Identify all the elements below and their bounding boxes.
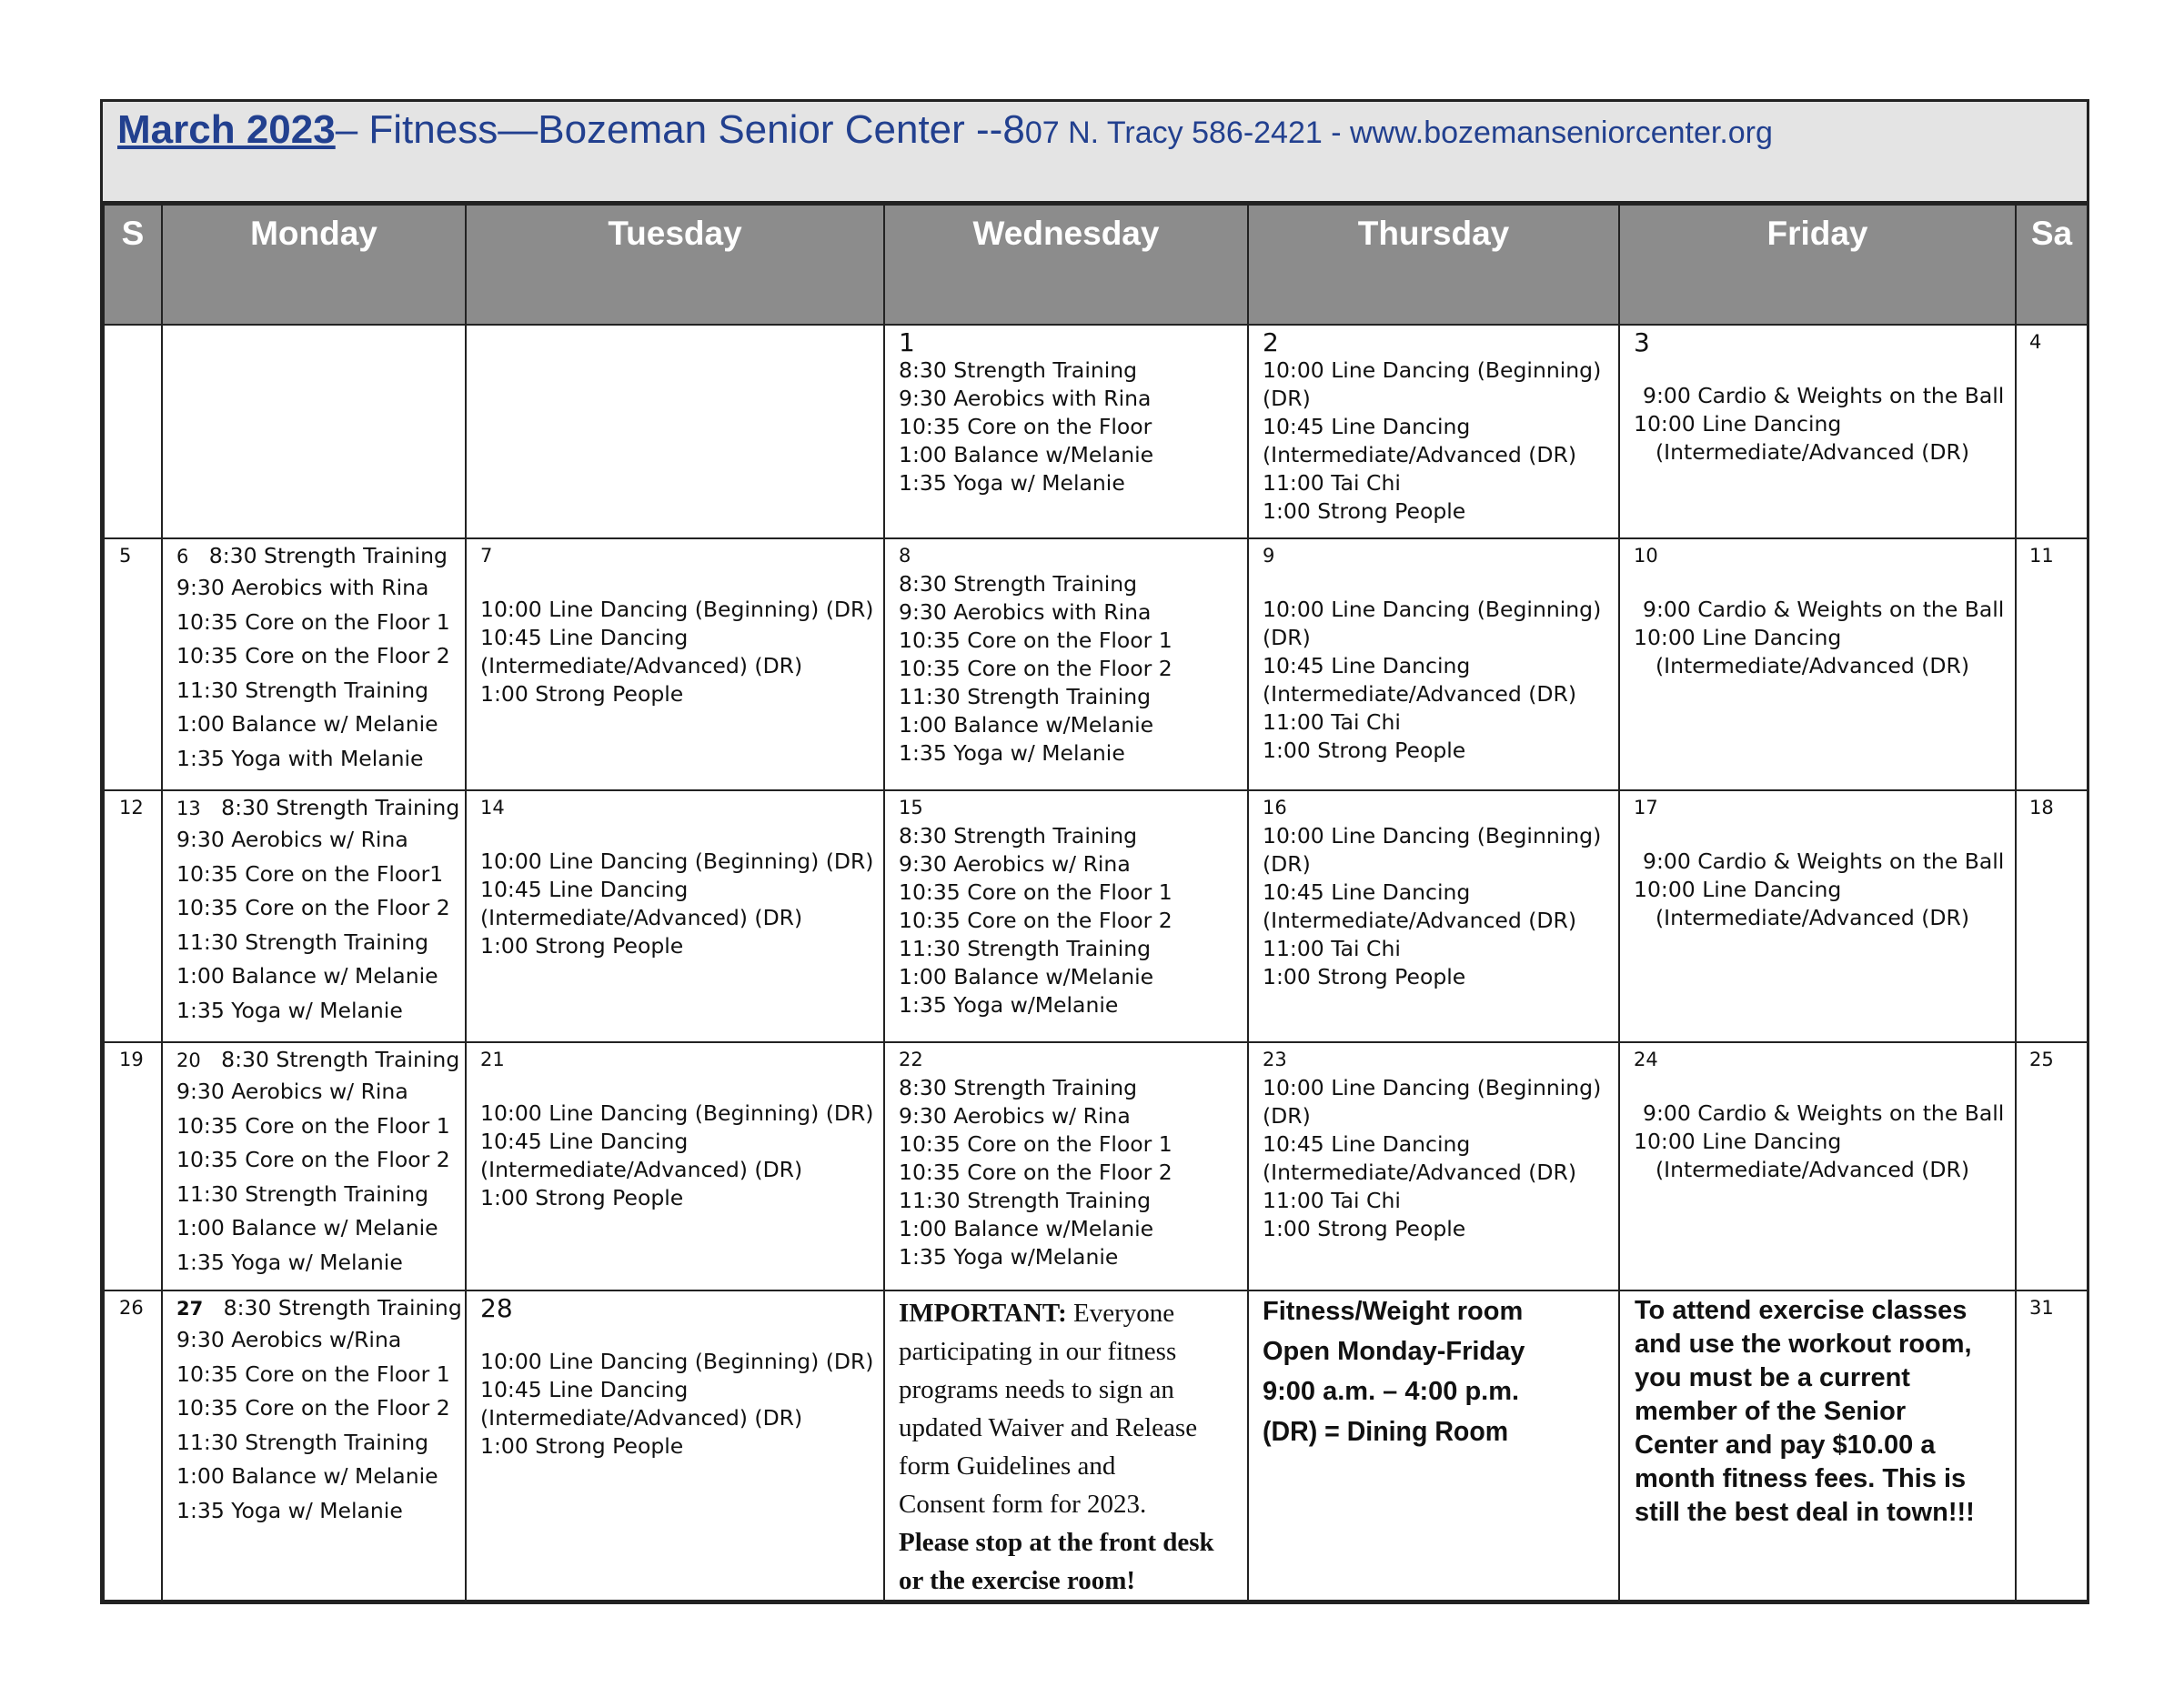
- class-item: 10:35 Core on the Floor 2: [176, 895, 450, 920]
- day-cell-8: [884, 538, 1248, 790]
- class-item: 11:30 Strength Training: [176, 929, 429, 955]
- class-item: 1:35 Yoga w/ Melanie: [899, 740, 1125, 766]
- day-cell-18: [2016, 790, 2088, 1042]
- class-item: 8:30 Strength Training: [221, 1047, 460, 1072]
- class-item: 1:35 Yoga w/ Melanie: [176, 997, 403, 1023]
- class-item: 10:35 Core on the Floor 1: [899, 1131, 1173, 1157]
- day-cell-empty: [466, 325, 884, 538]
- day-cell-21: [466, 1042, 884, 1290]
- class-item: (Intermediate/Advanced (DR): [1263, 681, 1577, 707]
- membership-text: still the best deal in town!!!: [1635, 1498, 1975, 1527]
- day-cell-24: [1619, 1042, 2016, 1290]
- day-cell-12: [104, 790, 162, 1042]
- class-item: 10:35 Core on the Floor 2: [899, 1160, 1173, 1185]
- class-item: 10:35 Core on the Floor 1: [899, 879, 1173, 905]
- notice-text: updated Waiver and Release: [899, 1413, 1198, 1442]
- membership-text: Center and pay $10.00 a: [1635, 1431, 1936, 1460]
- class-item: 1:35 Yoga w/ Melanie: [176, 1249, 403, 1275]
- day-cell-25: [2016, 1042, 2088, 1290]
- class-item: 1:00 Balance w/Melanie: [899, 1216, 1154, 1241]
- day-cell-28: [466, 1290, 884, 1601]
- class-item: 9:00 Cardio & Weights on the Ball: [1643, 383, 2005, 408]
- class-item: 10:00 Line Dancing: [1634, 625, 1842, 650]
- membership-text: and use the workout room,: [1635, 1330, 1972, 1359]
- class-item: 8:30 Strength Training: [208, 543, 448, 568]
- day-cell-16: [1248, 790, 1619, 1042]
- class-item: 1:00 Strong People: [480, 933, 684, 959]
- class-item: 8:30 Strength Training: [899, 823, 1138, 849]
- membership-text: you must be a current: [1635, 1363, 1910, 1392]
- class-item: (Intermediate/Advanced (DR): [1656, 439, 1970, 465]
- class-item: (Intermediate/Advanced (DR): [1656, 1157, 1970, 1182]
- class-item: 10:35 Core on the Floor 2: [899, 656, 1173, 681]
- day-cell-17: [1619, 790, 2016, 1042]
- day-number: 5: [119, 545, 132, 567]
- class-item: 10:00 Line Dancing (Beginning) (DR): [480, 849, 874, 874]
- week-row-2: [104, 538, 2088, 790]
- class-item: 9:30 Aerobics w/ Rina: [176, 1079, 408, 1104]
- class-item: 9:30 Aerobics w/ Rina: [176, 827, 408, 852]
- day-number: 20: [176, 1049, 201, 1071]
- calendar-grid: [103, 204, 2088, 1602]
- notice-text-bold: Please stop at the front desk: [899, 1528, 1214, 1557]
- class-item: 10:00 Line Dancing: [1634, 1129, 1842, 1154]
- notice-text: participating in our fitness: [899, 1337, 1177, 1366]
- header-friday: Friday: [1619, 205, 2016, 325]
- class-item: 10:35 Core on the Floor 2: [899, 908, 1173, 933]
- header-sunday: S: [104, 205, 162, 325]
- day-cell-1: [884, 325, 1248, 538]
- fitness-room-text: Fitness/Weight room: [1263, 1297, 1524, 1326]
- header-tuesday: Tuesday: [466, 205, 884, 325]
- class-item: 1:00 Strong People: [1263, 1216, 1466, 1241]
- class-item: (DR): [1263, 851, 1311, 877]
- class-item: 10:00 Line Dancing (Beginning): [1263, 357, 1602, 383]
- class-item: 9:00 Cardio & Weights on the Ball: [1643, 597, 2005, 622]
- class-item: 9:30 Aerobics w/ Rina: [899, 851, 1131, 877]
- day-cell-7: [466, 538, 884, 790]
- day-cell-13: [162, 790, 466, 1042]
- class-item: 10:35 Core on the Floor: [899, 414, 1152, 439]
- day-cell-empty: [162, 325, 466, 538]
- class-item: 1:00 Strong People: [1263, 964, 1466, 989]
- class-item: 10:00 Line Dancing: [1634, 877, 1842, 902]
- class-item: 10:45 Line Dancing: [480, 625, 689, 650]
- dining-room-legend: (DR) = Dining Room: [1263, 1415, 1509, 1447]
- class-item: 10:45 Line Dancing: [1263, 1131, 1471, 1157]
- class-item: 9:30 Aerobics with Rina: [899, 386, 1152, 411]
- class-item: 11:30 Strength Training: [899, 684, 1152, 709]
- class-item: 10:35 Core on the Floor 2: [176, 1395, 450, 1421]
- class-item: 10:45 Line Dancing: [1263, 414, 1471, 439]
- day-cell-4: [2016, 325, 2088, 538]
- class-item: 11:00 Tai Chi: [1263, 470, 1401, 496]
- class-item: 10:45 Line Dancing: [480, 877, 689, 902]
- day-number: 6: [176, 546, 189, 567]
- class-item: 8:30 Strength Training: [221, 795, 460, 820]
- day-cell-2: [1248, 325, 1619, 538]
- class-item: (Intermediate/Advanced (DR): [1656, 905, 1970, 930]
- class-item: 10:00 Line Dancing: [1634, 411, 1842, 437]
- class-item: 10:00 Line Dancing (Beginning): [1263, 823, 1602, 849]
- class-item: 1:00 Balance w/Melanie: [899, 712, 1154, 738]
- class-item: 1:00 Strong People: [1263, 738, 1466, 763]
- membership-text: member of the Senior: [1635, 1397, 1907, 1426]
- class-item: 10:35 Core on the Floor1: [176, 860, 444, 887]
- fitness-room-text: Open Monday-Friday: [1263, 1337, 1525, 1366]
- day-number: 22: [899, 1049, 923, 1070]
- day-number: 16: [1263, 797, 1287, 818]
- class-item: 10:00 Line Dancing (Beginning) (DR): [480, 1100, 874, 1126]
- class-item: 1:00 Strong People: [480, 1433, 684, 1459]
- day-number: 12: [119, 797, 144, 818]
- day-cell-9: [1248, 538, 1619, 790]
- class-item: 1:35 Yoga w/ Melanie: [899, 470, 1125, 496]
- header-monday: Monday: [162, 205, 466, 325]
- class-item: 1:35 Yoga w/ Melanie: [176, 1497, 403, 1523]
- class-item: 10:45 Line Dancing: [480, 1129, 689, 1154]
- day-number: 3: [1634, 327, 1650, 357]
- day-number: 19: [119, 1049, 144, 1070]
- class-item: (Intermediate/Advanced (DR): [1263, 442, 1577, 467]
- week-row-1: [104, 325, 2088, 538]
- notice-text: Consent form for 2023.: [899, 1490, 1147, 1519]
- day-number: 7: [480, 545, 493, 567]
- class-item: (Intermediate/Advanced) (DR): [480, 1157, 803, 1182]
- day-number: 25: [2029, 1049, 2054, 1070]
- class-item: 10:00 Line Dancing (Beginning) (DR): [480, 597, 874, 622]
- day-cell-10: [1619, 538, 2016, 790]
- class-item: 10:00 Line Dancing (Beginning): [1263, 597, 1602, 622]
- class-item: 1:00 Balance w/ Melanie: [176, 963, 438, 989]
- class-item: 9:30 Aerobics w/Rina: [176, 1327, 402, 1352]
- day-cell-22: [884, 1042, 1248, 1290]
- day-number: 14: [480, 797, 505, 818]
- class-item: 11:30 Strength Training: [176, 1180, 429, 1207]
- week-row-5: [104, 1290, 2088, 1601]
- fitness-room-hours: [1248, 1290, 1619, 1601]
- notice-text-bold: or the exercise room!: [899, 1566, 1136, 1595]
- class-item: 1:00 Strong People: [480, 1185, 684, 1210]
- day-number: 27: [176, 1298, 204, 1320]
- class-item: 10:35 Core on the Floor 1: [899, 628, 1173, 653]
- class-item: 11:00 Tai Chi: [1263, 1188, 1401, 1213]
- day-number: 21: [480, 1049, 505, 1070]
- membership-notice: [1619, 1290, 2016, 1601]
- day-number: 28: [480, 1293, 513, 1323]
- class-item: 1:35 Yoga w/Melanie: [899, 1244, 1119, 1270]
- day-number: 9: [1263, 545, 1275, 567]
- header-wednesday: Wednesday: [884, 205, 1248, 325]
- class-item: 10:35 Core on the Floor 1: [176, 608, 450, 635]
- week-row-3: [104, 790, 2088, 1042]
- class-item: 9:00 Cardio & Weights on the Ball: [1643, 1100, 2005, 1126]
- day-cell-3: [1619, 325, 2016, 538]
- class-item: 11:30 Strength Training: [899, 936, 1152, 961]
- week-row-4: [104, 1042, 2088, 1290]
- class-item: 10:00 Line Dancing (Beginning) (DR): [480, 1349, 874, 1374]
- class-item: 1:00 Strong People: [1263, 498, 1466, 524]
- day-cell-26: [104, 1290, 162, 1601]
- class-item: 11:00 Tai Chi: [1263, 936, 1401, 961]
- class-item: (Intermediate/Advanced) (DR): [480, 1405, 803, 1431]
- class-item: 10:45 Line Dancing: [480, 1377, 689, 1402]
- class-item: (Intermediate/Advanced (DR): [1263, 1160, 1577, 1185]
- class-item: 8:30 Strength Training: [899, 571, 1138, 597]
- membership-text: month fitness fees. This is: [1635, 1464, 1967, 1493]
- day-cell-31: [2016, 1290, 2088, 1601]
- class-item: 1:00 Balance w/ Melanie: [176, 1215, 438, 1240]
- day-cell-23: [1248, 1042, 1619, 1290]
- address-phone-website: 07 N. Tracy 586-2421 - www.bozemanseniorcenter.org: [1024, 115, 1773, 150]
- fitness-room-text: 9:00 a.m. – 4:00 p.m.: [1263, 1377, 1520, 1406]
- day-number: 11: [2029, 545, 2054, 567]
- class-item: 11:30 Strength Training: [176, 677, 429, 703]
- class-item: 8:30 Strength Training: [899, 1075, 1138, 1100]
- class-item: 10:35 Core on the Floor 2: [176, 1147, 450, 1172]
- class-item: 8:30 Strength Training: [223, 1295, 462, 1320]
- center-name: – Fitness—Bozeman Senior Center --8: [335, 107, 1025, 152]
- class-item: 10:00 Line Dancing (Beginning): [1263, 1075, 1602, 1100]
- day-number: 26: [119, 1297, 144, 1319]
- day-number: 31: [2029, 1297, 2054, 1319]
- month-title: March 2023: [117, 107, 336, 152]
- day-cell-27: [162, 1290, 466, 1601]
- class-item: (Intermediate/Advanced (DR): [1656, 653, 1970, 678]
- class-item: 8:30 Strength Training: [899, 357, 1138, 383]
- class-item: 1:35 Yoga w/Melanie: [899, 992, 1119, 1018]
- day-number: 18: [2029, 797, 2054, 818]
- class-item: (DR): [1263, 386, 1311, 411]
- class-item: 11:30 Strength Training: [176, 1429, 429, 1455]
- class-item: (DR): [1263, 1103, 1311, 1129]
- notice-text: form Guidelines and: [899, 1451, 1116, 1481]
- day-cell-5: [104, 538, 162, 790]
- notice-text: Everyone: [1066, 1299, 1175, 1328]
- weekday-header-row: [104, 205, 2088, 325]
- day-number: 4: [2029, 331, 2042, 353]
- class-item: 11:00 Tai Chi: [1263, 709, 1401, 735]
- class-item: 1:35 Yoga with Melanie: [176, 745, 424, 771]
- day-cell-11: [2016, 538, 2088, 790]
- day-number: 8: [899, 545, 911, 567]
- day-cell-15: [884, 790, 1248, 1042]
- header-thursday: Thursday: [1248, 205, 1619, 325]
- class-item: 9:30 Aerobics w/ Rina: [899, 1103, 1131, 1129]
- day-number: 10: [1634, 545, 1658, 567]
- class-item: (Intermediate/Advanced) (DR): [480, 653, 803, 678]
- class-item: 9:30 Aerobics with Rina: [176, 575, 429, 600]
- calendar-title: [103, 102, 2087, 204]
- day-number: 17: [1634, 797, 1658, 818]
- day-cell-6: [162, 538, 466, 790]
- calendar: [100, 99, 2089, 1604]
- notice-text: programs needs to sign an: [899, 1375, 1174, 1404]
- class-item: 10:35 Core on the Floor 2: [176, 643, 450, 668]
- day-number: 24: [1634, 1049, 1658, 1070]
- class-item: 9:30 Aerobics with Rina: [899, 599, 1152, 625]
- day-number: 1: [899, 327, 915, 357]
- day-cell-14: [466, 790, 884, 1042]
- class-item: 10:35 Core on the Floor 1: [176, 1112, 450, 1139]
- class-item: 1:00 Balance w/ Melanie: [176, 711, 438, 737]
- class-item: (DR): [1263, 625, 1311, 650]
- day-cell-20: [162, 1042, 466, 1290]
- class-item: 1:00 Balance w/Melanie: [899, 442, 1154, 467]
- important-notice: [884, 1290, 1248, 1601]
- class-item: 1:00 Strong People: [480, 681, 684, 707]
- class-item: (Intermediate/Advanced) (DR): [480, 905, 803, 930]
- header-saturday: Sa: [2016, 205, 2088, 325]
- class-item: 10:35 Core on the Floor 1: [176, 1361, 450, 1387]
- day-number: 2: [1263, 327, 1279, 357]
- class-item: 10:45 Line Dancing: [1263, 653, 1471, 678]
- class-item: 10:45 Line Dancing: [1263, 879, 1471, 905]
- day-number: 13: [176, 798, 201, 819]
- class-item: 1:00 Balance w/Melanie: [899, 964, 1154, 989]
- class-item: (Intermediate/Advanced (DR): [1263, 908, 1577, 933]
- day-number: 23: [1263, 1049, 1287, 1070]
- class-item: 11:30 Strength Training: [899, 1188, 1152, 1213]
- day-number: 15: [899, 797, 923, 818]
- class-item: 9:00 Cardio & Weights on the Ball: [1643, 849, 2005, 874]
- important-label: IMPORTANT:: [899, 1299, 1067, 1328]
- day-cell-19: [104, 1042, 162, 1290]
- day-cell-empty: [104, 325, 162, 538]
- membership-text: To attend exercise classes: [1635, 1296, 1968, 1325]
- class-item: 1:00 Balance w/ Melanie: [176, 1463, 438, 1489]
